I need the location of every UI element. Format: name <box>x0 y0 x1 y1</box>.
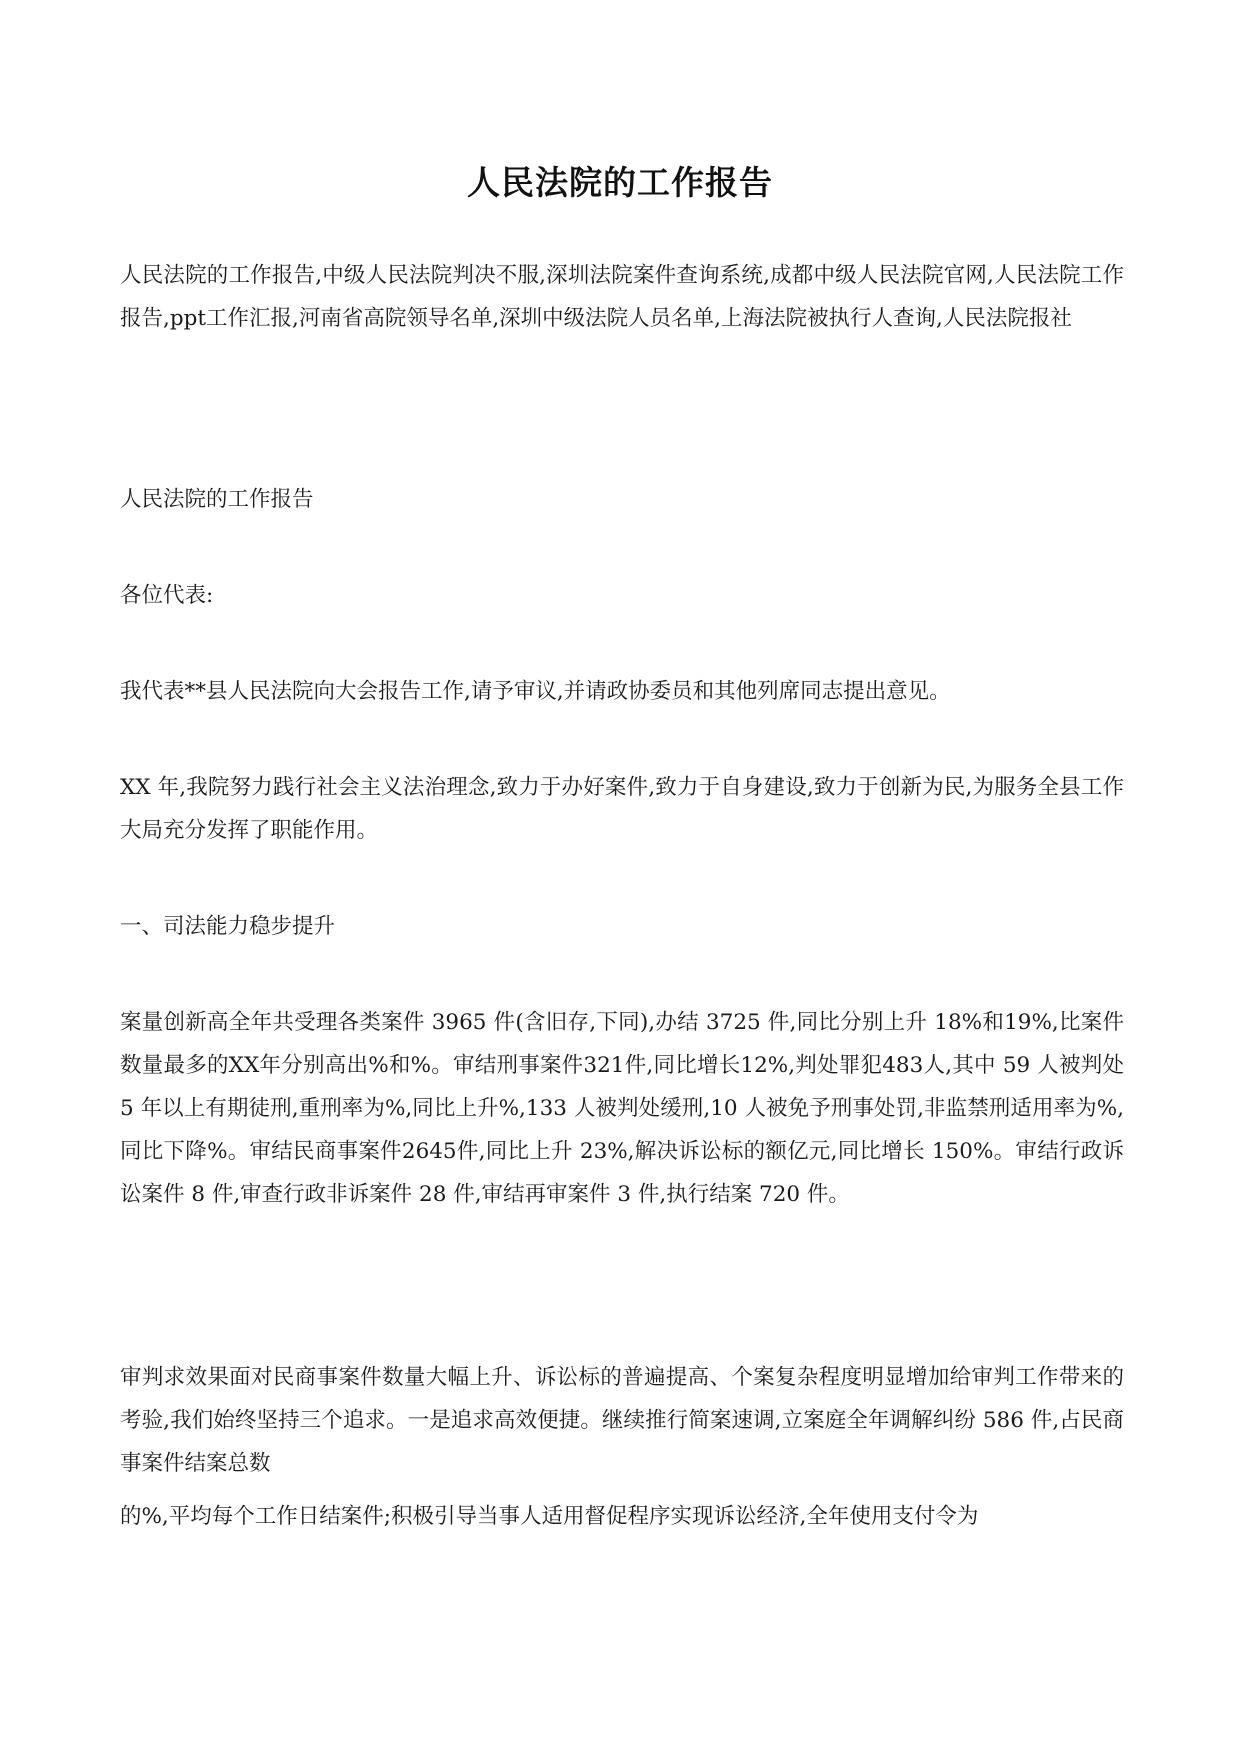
opening-paragraph: 我代表**县人民法院向大会报告工作,请予审议,并请政协委员和其他列席同志提出意见。 <box>120 679 951 704</box>
continued-paragraph: 的%,平均每个工作日结案件;积极引导当事人适用督促程序实现诉讼经济,全年使用支付令为 <box>120 1504 979 1529</box>
trial-effect-paragraph: 审判求效果面对民商事案件数量大幅上升、诉讼标的普遍提高、个案复杂程度明显增加给审判工作带来的考验,我们始终坚持三个追求。一是追求高效便捷。继续推行简案速调,立案庭全年调解纠纷 586 件,占民商事案件结案总数 <box>120 1365 1124 1476</box>
section-heading: 一、司法能力稳步提升 <box>120 914 336 939</box>
salutation: 各位代表: <box>120 583 214 608</box>
keywords-paragraph: 人民法院的工作报告,中级人民法院判决不服,深圳法院案件查询系统,成都中级人民法院官网,人民法院工作报告,ppt工作汇报,河南省高院领导名单,深圳中级法院人员名单,上海法院被执行人查询,人民法院报社 <box>120 263 1124 331</box>
document-title: 人民法院的工作报告 <box>467 163 773 202</box>
summary-paragraph: XX 年,我院努力践行社会主义法治理念,致力于办好案件,致力于自身建设,致力于创新为民,为服务全县工作大局充分发挥了职能作用。 <box>120 775 1124 843</box>
case-statistics-paragraph: 案量创新高全年共受理各类案件 3965 件(含旧存,下同),办结 3725 件,同比分别上升 18%和19%,比案件数量最多的XX年分别高出%和%。审结刑事案件321件,同比增长12%,判处罪犯483人,其中 59 人被判处 5 年以上有期徒刑,重刑率为%,同比上升%,133 人被判处缓刑,10 人被免予刑事处罚,非监禁刑适用率为%,同比下降%。审结民商事案件2645件,同比上升 23%,解决诉讼标的额亿元,同比增长 150%。审结行政诉讼案件 8 件,审查行政非诉案件 28 件,审结再审案件 3 件,执行结案 720 件。 <box>120 1010 1124 1207</box>
report-subtitle: 人民法院的工作报告 <box>120 487 314 512</box>
